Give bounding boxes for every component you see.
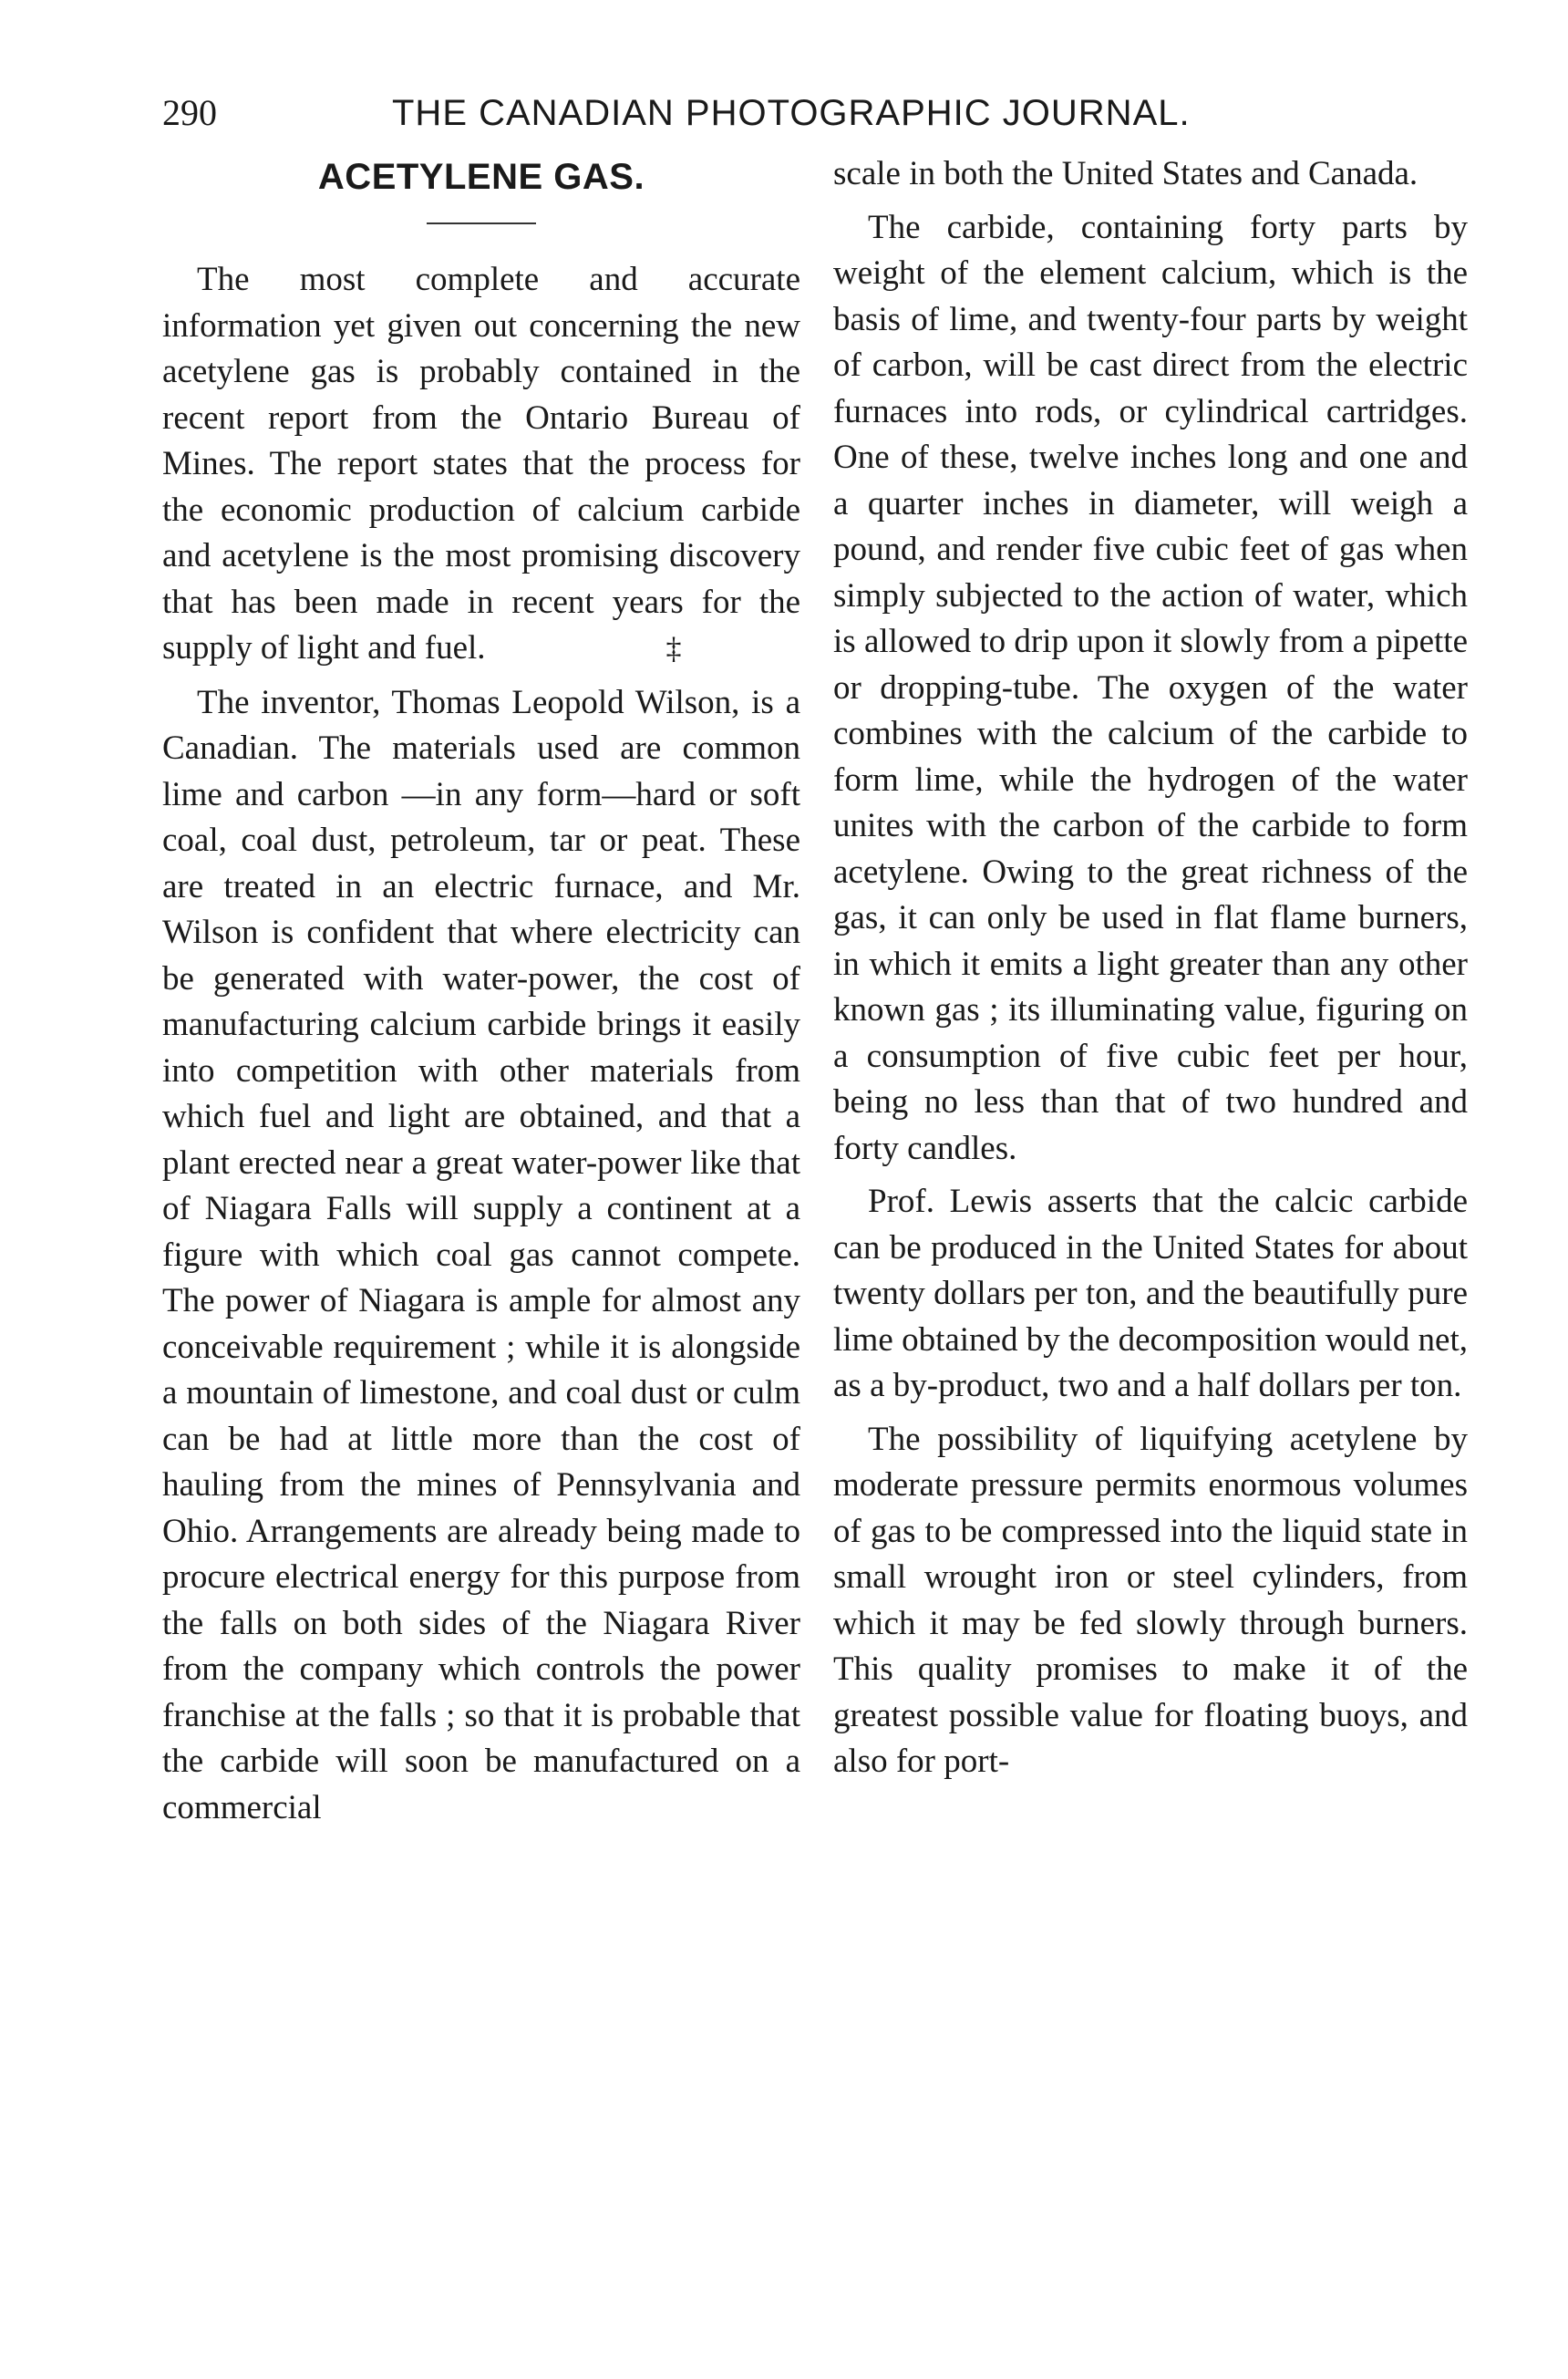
right-column [833,151,1468,1785]
paragraph-4: Prof. Lewis asserts that the calcic carbide can be produced in the United States for about twenty dollars per ton, and the beautifully pure lime obtained by the decomposition would net, as a by-product, two and a half dollars per ton. [833,1183,1468,1404]
paragraph-5: The possibility of liquifying acetylene by moderate pressure permits enormous volumes of gas to be compressed into the liquid state in small wrought iron or steel cylinders, from which it may be fed slowly through burners. This quality promises to make it of the greatest possible value for floating buoys, and also for port- [833,1420,1468,1780]
paragraph-1 [162,257,800,673]
paragraph-1-text: The most complete and accurate information yet given out concerning the new acetylene gas is probably contained in the recent report from the Ontario Bureau of Mines. The report states that the process for the economic production of calcium carbide and acetylene is the most promising discovery that has been made in recent years for the supply of light and fuel. [162,261,800,667]
page-number: 290 [162,92,217,133]
title-rule [427,222,536,224]
paragraph-3: The carbide, containing forty parts by weight of the element calcium, which is the basis of lime, and twenty-four parts by weight of carbon, will be cast direct from the electric furnaces into rods, or cylindrical cartridges. One of these, twelve inches long and one and a quarter inches in diameter, will weigh a pound, and render five cubic feet of gas when simply subjected to the action of water, which is allowed to drip upon it slowly from a pipette or dropping-tube. The oxygen of the water combines with the calcium of the carbide to form lime, while the hydrogen of the water unites with the carbon of the carbide to form acetylene. Owing to the great richness of the gas, it can only be used in flat flame burners, in which it emits a light greater than any other known gas ; its illuminating value, figuring on a consumption of five cubic feet per hour, being no less than that of two hundred and forty candles. [833,208,1468,1167]
ornament-mark: ‡ [665,632,682,666]
paragraph-continuation: scale in both the United States and Canada. [833,155,1418,192]
article-title: ACETYLENE GAS. [317,157,645,197]
left-column [162,151,800,1831]
running-head [0,86,1568,140]
paragraph-2: The inventor, Thomas Leopold Wilson, is a Canadian. The materials used are common lime and carbon —in any form—hard or soft coal, coal dust, petroleum, tar or peat. These are treated in an electric furnace, and Mr. Wilson is confident that where electricity can be generated with water-power, the cost of manufacturing calcium carbide brings it easily into competition with other materials from which fuel and light are obtained, and that a plant erected near a great water-power like that of Niagara Falls will supply a continent at a figure with which coal gas cannot compete. The power of Niagara is ample for almost any conceivable requirement ; while it is alongside a mountain of limestone, and coal dust or culm can be had at little more than the cost of hauling from the mines of Pennsylvania and Ohio. Arrangements are already being made to procure electrical energy for this purpose from the falls on both sides of the Niagara River from the company which controls the power franchise at the falls ; so that it is probable that the carbide will soon be manufactured on a commercial [162,683,800,1826]
journal-title: THE CANADIAN PHOTOGRAPHIC JOURNAL. [392,93,1191,133]
